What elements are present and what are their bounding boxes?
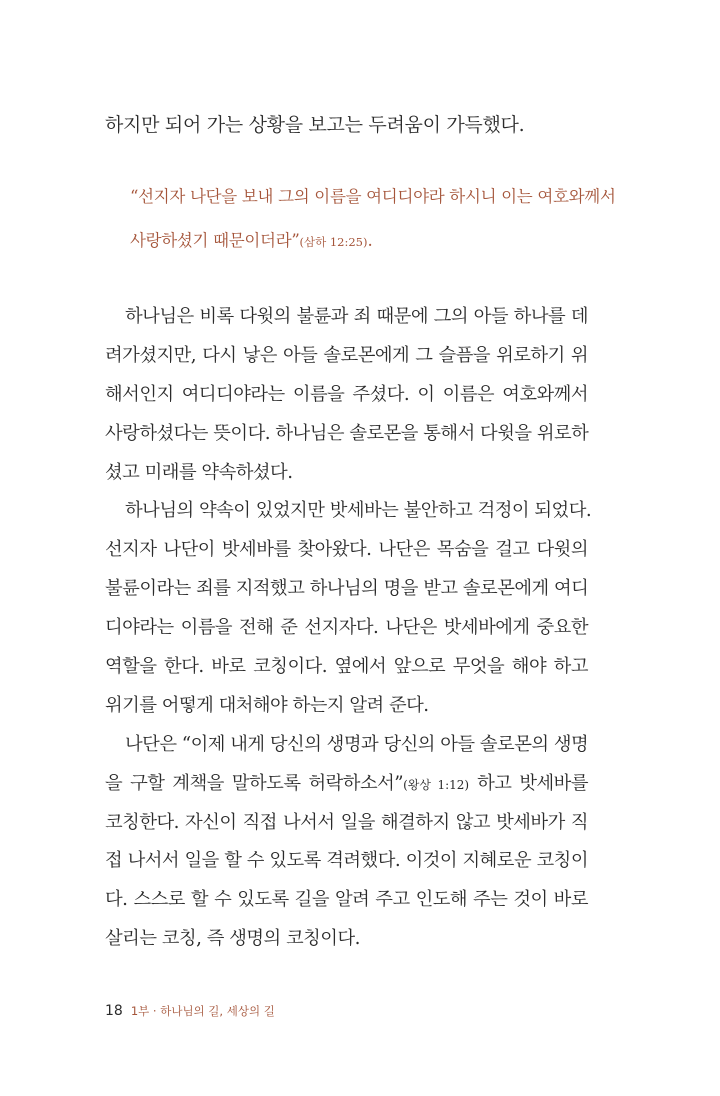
body-line: 나단은 “이제 내게 당신의 생명과 당신의 아들 솔로몬의 생명 — [125, 733, 589, 755]
body-line: 하나님의 약속이 있었지만 밧세바는 불안하고 걱정이 되었다. — [125, 500, 592, 522]
body-line: 위기를 어떻게 대처해야 하는지 알려 준다. — [105, 694, 429, 716]
body-line: 다. 스스로 할 수 있도록 길을 알려 주고 인도해 주는 것이 바로 — [105, 889, 588, 911]
body-line: 접 나서서 일을 할 수 있도록 격려했다. 이것이 지혜로운 코칭이 — [105, 850, 588, 872]
intro-sentence: 하지만 되어 가는 상황을 보고는 두려움이 가득했다. — [105, 114, 525, 136]
body-line-with-reference — [105, 765, 588, 804]
quote-line-1: “선지자 나단을 보내 그의 이름을 여디디야라 하시니 이는 여호와께서 — [130, 187, 616, 206]
body-line: 하나님은 비록 다윗의 불륜과 죄 때문에 그의 아들 하나를 데 — [125, 306, 588, 327]
quote-reference: (삼하 12:25) — [299, 235, 368, 249]
body-text — [105, 298, 592, 959]
body-line: 코칭한다. 자신이 직접 나서서 일을 해결하지 않고 밧세바가 직 — [105, 811, 588, 833]
body-line: 해서인지 여디디야라는 이름을 주셨다. 이 이름은 여호와께서 — [105, 383, 588, 405]
body-line: 선지자 나단이 밧세바를 찾아왔다. 나단은 목숨을 걸고 다윗의 — [105, 539, 588, 561]
quote-text-end: 사랑하셨기 때문이더라” — [130, 231, 300, 250]
body-line: 셨고 미래를 약속하셨다. — [105, 461, 293, 483]
body-line: 살리는 코칭, 즉 생명의 코칭이다. — [105, 928, 360, 950]
page-number: 18 — [105, 1003, 123, 1019]
body-line: 려가셨지만, 다시 낳은 아들 솔로몬에게 그 슬픔을 위로하기 위 — [105, 344, 588, 366]
quote-line-2 — [130, 226, 610, 270]
body-line-segment: 을 구할 계책을 말하도록 허락하소서” — [105, 772, 404, 794]
body-line-segment: 하고 밧세바를 — [477, 772, 588, 794]
inline-reference: (왕상 1:12) — [403, 777, 470, 792]
body-line: 사랑하셨다는 뜻이다. 하나님은 솔로몬을 통해서 다윗을 위로하 — [105, 422, 589, 444]
body-line: 불륜이라는 죄를 지적했고 하나님의 명을 받고 솔로몬에게 여디 — [105, 578, 589, 600]
body-line: 역할을 한다. 바로 코칭이다. 옆에서 앞으로 무엇을 해야 하고 — [105, 656, 588, 678]
section-title: 1부 · 하나님의 길, 세상의 길 — [130, 1004, 275, 1018]
body-line: 디야라는 이름을 전해 준 선지자다. 나단은 밧세바에게 중요한 — [105, 617, 588, 639]
quote-period: . — [367, 231, 373, 250]
page-footer — [105, 1003, 275, 1019]
scripture-quote — [130, 182, 616, 270]
